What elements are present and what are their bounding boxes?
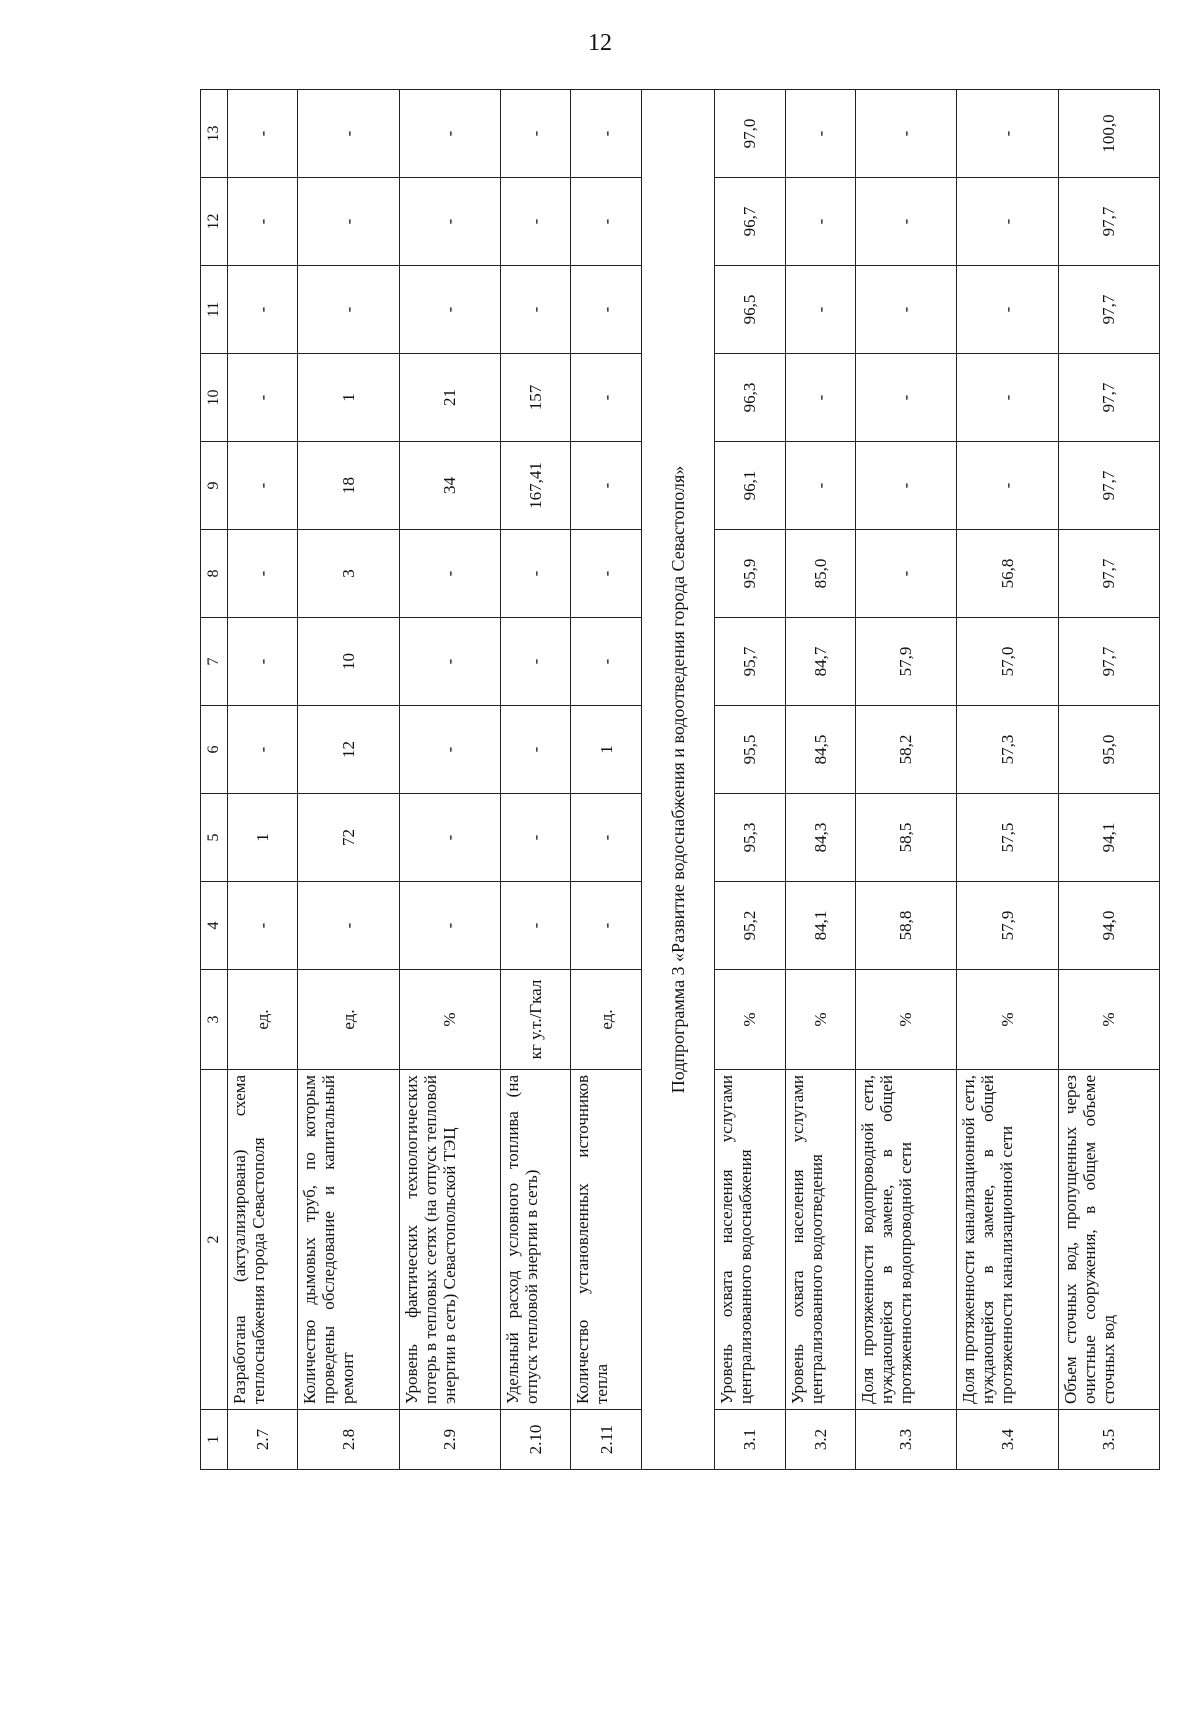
value-cell: -: [399, 618, 500, 706]
table-body-water: [715, 90, 1160, 1470]
page-number: 12: [588, 30, 612, 56]
value-cell: 58,5: [855, 794, 956, 882]
value-cell: 56,8: [957, 530, 1058, 618]
value-cell: 96,7: [715, 178, 785, 266]
section-title: Подпрограмма 3 «Развитие водоснабжения и водоотведения города Севастополя»: [641, 90, 714, 1470]
column-number: 2: [201, 1070, 228, 1410]
table-body-heat: [228, 90, 642, 1470]
value-cell: -: [399, 882, 500, 970]
value-cell: -: [399, 90, 500, 178]
column-number-row: [201, 90, 228, 1470]
value-cell: 97,7: [1058, 354, 1159, 442]
indicator-name-cell: Доля протяженности канализационной сети, нуждающейся в замене, в общей протяженности канализационной сети: [957, 1070, 1058, 1410]
value-cell: 3: [298, 530, 399, 618]
value-cell: -: [957, 442, 1058, 530]
value-cell: 97,7: [1058, 266, 1159, 354]
table-row: [855, 90, 956, 1470]
value-cell: 94,1: [1058, 794, 1159, 882]
value-cell: 34: [399, 442, 500, 530]
value-cell: -: [399, 266, 500, 354]
column-number: 11: [201, 266, 228, 354]
indicator-name-cell: Доля протяженности водопроводной сети, нуждающейся в замене, в общей протяженности водопроводной сети: [855, 1070, 956, 1410]
value-cell: -: [399, 706, 500, 794]
row-number-cell: 3.5: [1058, 1410, 1159, 1470]
value-cell: -: [501, 706, 571, 794]
indicator-name-cell: Разработана (актуализирована) схема теплоснабжения города Севастополя: [228, 1070, 298, 1410]
value-cell: 85,0: [785, 530, 855, 618]
value-cell: -: [957, 178, 1058, 266]
value-cell: -: [298, 178, 399, 266]
column-number: 7: [201, 618, 228, 706]
value-cell: 57,5: [957, 794, 1058, 882]
value-cell: -: [855, 442, 956, 530]
value-cell: 57,9: [855, 618, 956, 706]
unit-cell: %: [1058, 970, 1159, 1070]
value-cell: -: [571, 530, 641, 618]
value-cell: 58,2: [855, 706, 956, 794]
value-cell: -: [501, 178, 571, 266]
value-cell: -: [298, 266, 399, 354]
value-cell: 1: [228, 794, 298, 882]
value-cell: -: [228, 442, 298, 530]
value-cell: -: [571, 266, 641, 354]
value-cell: -: [957, 90, 1058, 178]
value-cell: 84,5: [785, 706, 855, 794]
value-cell: -: [228, 882, 298, 970]
value-cell: -: [957, 354, 1058, 442]
value-cell: 95,9: [715, 530, 785, 618]
value-cell: 57,0: [957, 618, 1058, 706]
row-number-cell: 3.2: [785, 1410, 855, 1470]
row-number-cell: 2.8: [298, 1410, 399, 1470]
value-cell: -: [855, 90, 956, 178]
unit-cell: %: [785, 970, 855, 1070]
indicator-name-cell: Объем сточных вод, пропущенных через очистные сооружения, в общем объеме сточных вод: [1058, 1070, 1159, 1410]
value-cell: -: [855, 266, 956, 354]
value-cell: 1: [298, 354, 399, 442]
value-cell: -: [501, 266, 571, 354]
value-cell: 12: [298, 706, 399, 794]
value-cell: 94,0: [1058, 882, 1159, 970]
value-cell: 100,0: [1058, 90, 1159, 178]
value-cell: 167,41: [501, 442, 571, 530]
value-cell: -: [228, 706, 298, 794]
indicator-name-cell: Уровень охвата населения услугами централизованного водоотведения: [785, 1070, 855, 1410]
section-heading-group: [641, 90, 714, 1470]
value-cell: 1: [571, 706, 641, 794]
value-cell: 97,7: [1058, 530, 1159, 618]
value-cell: 21: [399, 354, 500, 442]
table-row: [298, 90, 399, 1470]
table-row: [399, 90, 500, 1470]
table-rotated-container: [200, 90, 1160, 1470]
column-number: 6: [201, 706, 228, 794]
value-cell: 84,7: [785, 618, 855, 706]
unit-cell: ед.: [571, 970, 641, 1070]
value-cell: -: [571, 882, 641, 970]
value-cell: -: [399, 530, 500, 618]
value-cell: -: [571, 442, 641, 530]
table-row: [1058, 90, 1159, 1470]
value-cell: 157: [501, 354, 571, 442]
value-cell: 84,3: [785, 794, 855, 882]
unit-cell: кг у.т./Гкал: [501, 970, 571, 1070]
value-cell: 57,9: [957, 882, 1058, 970]
value-cell: -: [501, 530, 571, 618]
value-cell: -: [785, 178, 855, 266]
column-number: 3: [201, 970, 228, 1070]
column-number: 10: [201, 354, 228, 442]
value-cell: -: [399, 794, 500, 882]
table-row: [957, 90, 1058, 1470]
value-cell: -: [399, 178, 500, 266]
value-cell: -: [785, 266, 855, 354]
value-cell: 97,7: [1058, 618, 1159, 706]
indicator-name-cell: Уровень охвата населения услугами централизованного водоснабжения: [715, 1070, 785, 1410]
unit-cell: %: [957, 970, 1058, 1070]
indicator-name-cell: Количество установленных источников тепла: [571, 1070, 641, 1410]
value-cell: -: [501, 618, 571, 706]
value-cell: 96,3: [715, 354, 785, 442]
row-number-cell: 2.7: [228, 1410, 298, 1470]
value-cell: 95,7: [715, 618, 785, 706]
value-cell: -: [501, 90, 571, 178]
value-cell: 97,7: [1058, 442, 1159, 530]
column-number: 9: [201, 442, 228, 530]
section-row: [641, 90, 714, 1470]
value-cell: -: [571, 178, 641, 266]
value-cell: -: [501, 794, 571, 882]
column-number: 4: [201, 882, 228, 970]
value-cell: -: [571, 618, 641, 706]
unit-cell: ед.: [228, 970, 298, 1070]
column-number: 5: [201, 794, 228, 882]
value-cell: 95,5: [715, 706, 785, 794]
value-cell: 96,1: [715, 442, 785, 530]
value-cell: -: [501, 882, 571, 970]
table-row: [501, 90, 571, 1470]
value-cell: -: [228, 530, 298, 618]
value-cell: 84,1: [785, 882, 855, 970]
value-cell: -: [571, 794, 641, 882]
value-cell: -: [785, 442, 855, 530]
value-cell: 95,2: [715, 882, 785, 970]
indicator-name-cell: Уровень фактических технологических потерь в тепловых сетях (на отпуск тепловой энергии в сеть) Севастопольской ТЭЦ: [399, 1070, 500, 1410]
column-number: 8: [201, 530, 228, 618]
value-cell: -: [785, 354, 855, 442]
value-cell: 95,0: [1058, 706, 1159, 794]
value-cell: -: [855, 178, 956, 266]
table-row: [571, 90, 641, 1470]
table-row: [785, 90, 855, 1470]
row-number-cell: 3.1: [715, 1410, 785, 1470]
value-cell: 95,3: [715, 794, 785, 882]
value-cell: -: [228, 618, 298, 706]
unit-cell: %: [855, 970, 956, 1070]
column-number: 13: [201, 90, 228, 178]
value-cell: 58,8: [855, 882, 956, 970]
column-number: 12: [201, 178, 228, 266]
value-cell: -: [228, 90, 298, 178]
indicators-table: [200, 89, 1160, 1470]
value-cell: -: [298, 90, 399, 178]
unit-cell: %: [715, 970, 785, 1070]
table-row: [715, 90, 785, 1470]
value-cell: -: [228, 354, 298, 442]
value-cell: -: [855, 530, 956, 618]
value-cell: 96,5: [715, 266, 785, 354]
row-number-cell: 3.4: [957, 1410, 1058, 1470]
row-number-cell: 3.3: [855, 1410, 956, 1470]
value-cell: -: [228, 266, 298, 354]
unit-cell: ед.: [298, 970, 399, 1070]
value-cell: 18: [298, 442, 399, 530]
value-cell: -: [785, 90, 855, 178]
table-row: [228, 90, 298, 1470]
row-number-cell: 2.11: [571, 1410, 641, 1470]
row-number-cell: 2.9: [399, 1410, 500, 1470]
value-cell: -: [957, 266, 1058, 354]
unit-cell: %: [399, 970, 500, 1070]
indicator-name-cell: Удельный расход условного топлива (на отпуск тепловой энергии в сеть): [501, 1070, 571, 1410]
value-cell: -: [228, 178, 298, 266]
value-cell: -: [571, 90, 641, 178]
row-number-cell: 2.10: [501, 1410, 571, 1470]
value-cell: 72: [298, 794, 399, 882]
value-cell: 57,3: [957, 706, 1058, 794]
value-cell: -: [855, 354, 956, 442]
value-cell: -: [298, 882, 399, 970]
value-cell: 97,0: [715, 90, 785, 178]
indicator-name-cell: Количество дымовых труб, по которым проведены обследование и капитальный ремонт: [298, 1070, 399, 1410]
value-cell: -: [571, 354, 641, 442]
column-number: 1: [201, 1410, 228, 1470]
value-cell: 10: [298, 618, 399, 706]
value-cell: 97,7: [1058, 178, 1159, 266]
